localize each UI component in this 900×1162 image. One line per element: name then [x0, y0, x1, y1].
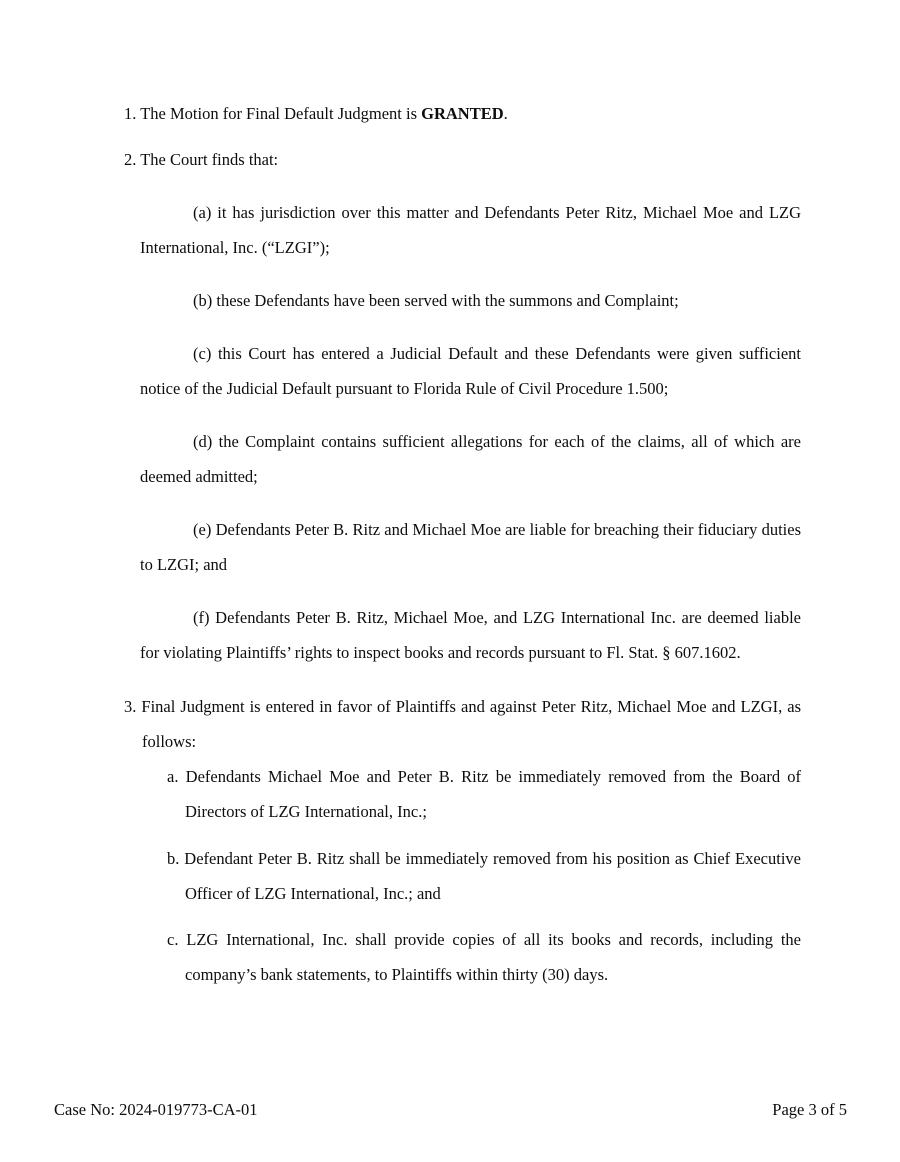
- sub-item-b-text: Defendant Peter B. Ritz shall be immediately removed from his position as Chief Executive Officer of LZG International, Inc.; and: [184, 849, 802, 903]
- finding-c-text: this Court has entered a Judicial Default and these Defendants were given sufficient notice of the Judicial Default pursuant to Florida Rule of Civil Procedure 1.500;: [140, 344, 802, 398]
- order-item-1: [124, 96, 801, 131]
- footer-case-number: Case No: 2024-019773-CA-01: [54, 1100, 258, 1119]
- sub-item-a-label: a.: [167, 767, 179, 786]
- order-item-2-text: The Court finds that:: [140, 150, 279, 169]
- order-item-1-number: 1.: [124, 104, 137, 123]
- order-item-2-number: 2.: [124, 150, 137, 169]
- order-item-2: [124, 142, 801, 177]
- finding-a-label: (a): [193, 203, 212, 222]
- finding-paragraph-c: [140, 336, 801, 406]
- sub-item-c: [167, 922, 801, 992]
- finding-d-label: (d): [193, 432, 213, 451]
- finding-paragraph-d: [140, 424, 801, 494]
- sub-item-b-label: b.: [167, 849, 180, 868]
- finding-paragraph-e: [140, 512, 801, 582]
- finding-paragraph-b: [140, 283, 801, 318]
- finding-a-text: it has jurisdiction over this matter and Defendants Peter Ritz, Michael Moe and LZG International, Inc. (“LZGI”);: [140, 203, 802, 257]
- order-item-1-granted: GRANTED: [421, 104, 504, 123]
- order-item-3-number: 3.: [124, 697, 137, 716]
- finding-d-text: the Complaint contains sufficient allegations for each of the claims, all of which are deemed admitted;: [140, 432, 802, 486]
- finding-b-label: (b): [193, 291, 213, 310]
- finding-e-label: (e): [193, 520, 212, 539]
- order-item-1-period: .: [503, 104, 508, 123]
- finding-paragraph-a: [140, 195, 801, 265]
- finding-e-text: Defendants Peter B. Ritz and Michael Moe are liable for breaching their fiduciary duties to LZGI; and: [140, 520, 801, 574]
- finding-f-label: (f): [193, 608, 210, 627]
- sub-item-a-text: Defendants Michael Moe and Peter B. Ritz be immediately removed from the Board of Directors of LZG International, Inc.;: [185, 767, 802, 821]
- finding-c-label: (c): [193, 344, 212, 363]
- sub-item-b: [167, 841, 801, 911]
- page-footer: [54, 1100, 847, 1120]
- order-item-1-text: The Motion for Final Default Judgment is: [140, 104, 417, 123]
- document-body: [0, 96, 900, 992]
- sub-item-c-text: LZG International, Inc. shall provide copies of all its books and records, including the company’s bank statements, to Plaintiffs within thirty (30) days.: [185, 930, 801, 984]
- order-item-3-text: Final Judgment is entered in favor of Plaintiffs and against Peter Ritz, Michael Moe and LZGI, as follows:: [141, 697, 801, 751]
- order-item-3: [124, 689, 801, 759]
- finding-b-text: these Defendants have been served with the summons and Complaint;: [216, 291, 679, 310]
- sub-item-a: [167, 759, 801, 829]
- sub-item-c-label: c.: [167, 930, 179, 949]
- finding-paragraph-f: [140, 600, 801, 670]
- finding-f-text: Defendants Peter B. Ritz, Michael Moe, and LZG International Inc. are deemed liable for violating Plaintiffs’ rights to inspect books and records pursuant to Fl. Stat. § 607.1602.: [140, 608, 801, 662]
- footer-page-number: Page 3 of 5: [772, 1100, 847, 1119]
